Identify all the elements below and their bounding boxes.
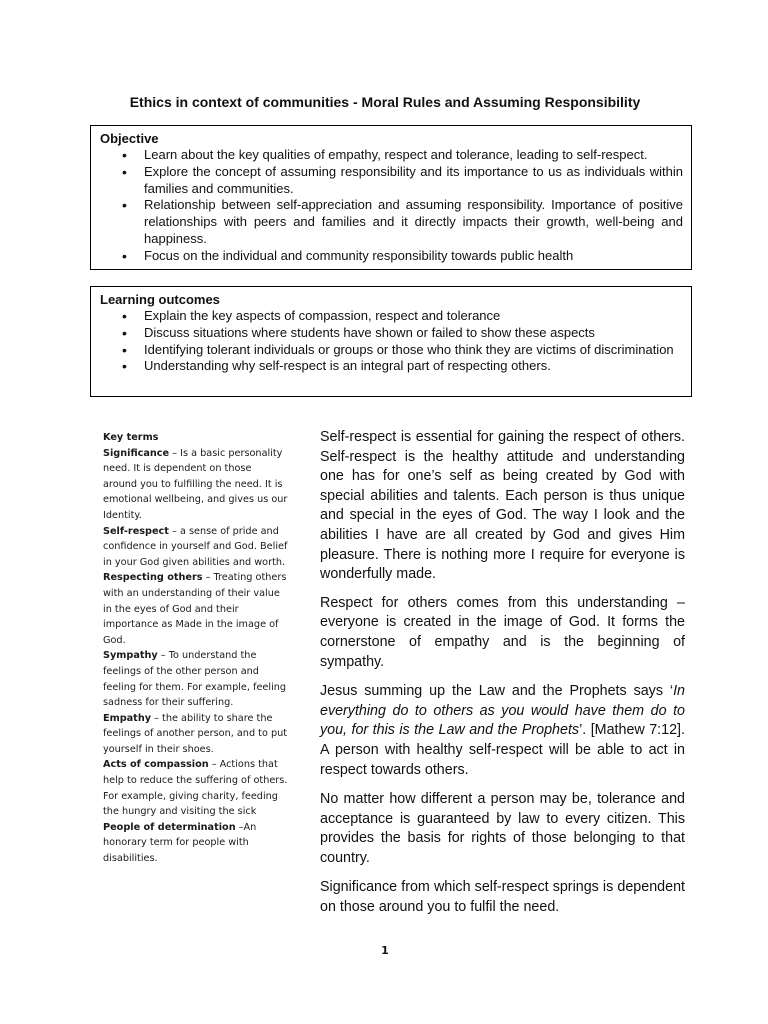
main-body-text xyxy=(320,428,685,928)
key-term-name: Self-respect xyxy=(103,525,169,537)
objective-heading: Objective xyxy=(100,131,159,146)
body-paragraph: Self-respect is essential for gaining the respect of others. Self-respect is the healthy attitude and understanding one has for one’s self as being created by God with special abilities and talents. Each person is thus unique and special in the eyes of God. The way I look and the abilities I have are all created by God and gives Him pleasure. There is nothing more I require for everyone is wonderfully made. xyxy=(320,429,685,583)
learning-outcome-item: • Discuss situations where students have shown or failed to show these aspects xyxy=(100,325,683,342)
body-paragraph: No matter how different a person may be, tolerance and acceptance is guaranteed by law to every citizen. This provides the basis for rights of those belonging to that country. xyxy=(320,791,685,866)
learning-outcomes-heading: Learning outcomes xyxy=(100,292,220,307)
objective-item: • Relationship between self-appreciation and assuming responsibility. Importance of positive relationships with peers and families and it directly impacts their growth, well-being and happiness. xyxy=(100,197,683,247)
key-term xyxy=(103,757,288,819)
key-term-name: People of determination xyxy=(103,821,236,833)
key-term-definition: – Treating others with an understanding of their value in the eyes of God and their importance as Made in the image of God. xyxy=(103,572,287,646)
objective-item: • Explore the concept of assuming responsibility and its importance to us as individuals within families and communities. xyxy=(100,164,683,198)
quote-intro: Jesus summing up the Law and the Prophets says ‘ xyxy=(320,683,674,700)
key-term xyxy=(103,446,288,524)
key-term-name: Empathy xyxy=(103,712,152,724)
key-term-name: Respecting others xyxy=(103,572,203,584)
objective-list xyxy=(100,147,683,265)
page-title: Ethics in context of communities - Moral Rules and Assuming Responsibility xyxy=(129,94,641,110)
learning-outcomes-box xyxy=(90,286,692,397)
objective-item: • Learn about the key qualities of empathy, respect and tolerance, leading to self-respect. xyxy=(100,147,683,164)
quote-outro: ’. [Mathew 7:12]. A person with healthy self-respect will be able to act in respect towards others. xyxy=(320,722,685,778)
scripture-quote: In everything do to others as you would have them do to you, for this is the Law and the Prophets xyxy=(320,683,685,739)
key-term xyxy=(103,648,288,710)
body-paragraph: Significance from which self-respect springs is dependent on those around you to fulfil the need. xyxy=(320,879,685,916)
learning-outcome-item: • Explain the key aspects of compassion, respect and tolerance xyxy=(100,308,683,325)
key-term-definition: – Is a basic personality need. It is dependent on those around you to fulfilling the need. It is emotional wellbeing, and gives us our Identity. xyxy=(103,447,288,521)
learning-outcomes-list xyxy=(100,308,683,375)
page-number: 1 xyxy=(381,944,389,957)
body-paragraph: Respect for others comes from this understanding – everyone is created in the image of God. It forms the cornerstone of empathy and is the beginning of sympathy. xyxy=(320,594,685,670)
learning-outcome-item: • Understanding why self-respect is an integral part of respecting others. xyxy=(100,358,683,375)
key-term-name: Acts of compassion xyxy=(103,759,209,771)
key-terms-heading: Key terms xyxy=(103,432,159,443)
body-paragraph xyxy=(320,682,685,780)
objective-item: • Focus on the individual and community responsibility towards public health xyxy=(100,248,683,265)
key-term-name: Significance xyxy=(103,447,170,459)
key-term-definition: – a sense of pride and confidence in yourself and God. Belief in your God given abilities and worth. xyxy=(103,525,288,568)
key-term xyxy=(103,570,288,648)
learning-outcome-item: • Identifying tolerant individuals or groups or those who think they are victims of discrimination xyxy=(100,342,683,359)
key-term-definition: – the ability to share the feelings of another person, and to put yourself in their shoes. xyxy=(103,712,288,755)
key-term-name: Sympathy xyxy=(103,650,158,662)
key-term-definition: –An honorary term for people with disabilities. xyxy=(103,821,257,865)
key-terms-sidebar xyxy=(103,430,288,867)
key-term xyxy=(103,711,288,758)
key-term xyxy=(103,524,288,571)
objective-box xyxy=(90,125,692,270)
key-term-definition: – Actions that help to reduce the suffering of others. For example, giving charity, feeding the hungry and visiting the sick xyxy=(103,759,288,818)
key-term xyxy=(103,820,288,867)
key-term-definition: – To understand the feelings of the other person and feeling for them. For example, feeling sadness for their suffering. xyxy=(103,650,287,709)
